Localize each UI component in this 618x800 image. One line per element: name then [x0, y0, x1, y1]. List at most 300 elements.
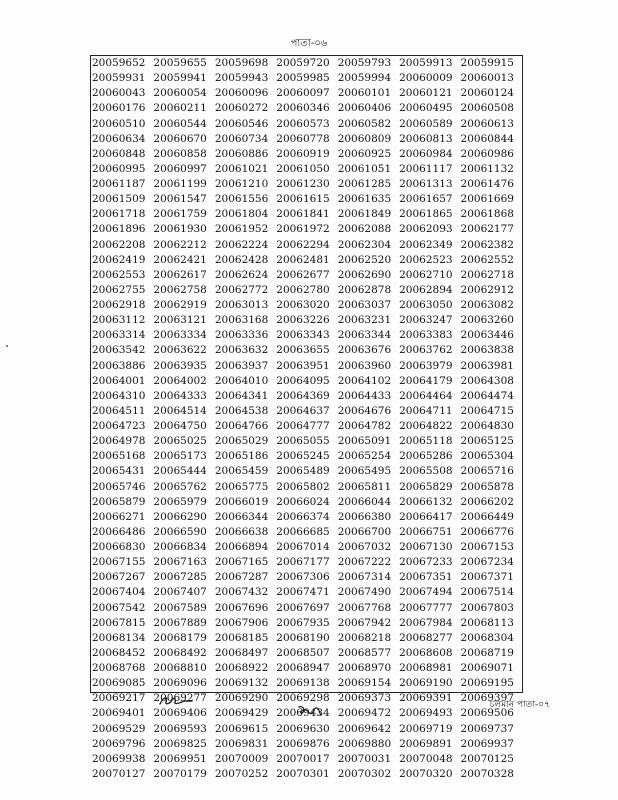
roll-number-cell: 20063838: [460, 344, 514, 357]
roll-number-cell: 20060886: [214, 147, 269, 160]
roll-number-cell: 20065029: [214, 435, 269, 448]
roll-number-cell: 20060013: [460, 72, 514, 85]
roll-number-cell: 20061841: [276, 208, 330, 221]
roll-number-cell: 20060813: [399, 132, 453, 145]
roll-number-cell: 20069132: [214, 677, 269, 690]
roll-number-cell: 20063121: [153, 314, 207, 327]
roll-number-cell: 20065775: [214, 480, 269, 493]
roll-number-cell: 20062918: [92, 299, 146, 311]
roll-number-cell: 20064010: [214, 374, 269, 387]
roll-number-cell: 20061635: [337, 193, 392, 206]
roll-number-cell: 20067815: [92, 616, 146, 629]
roll-number-cell: 20062919: [153, 299, 207, 311]
roll-number-cell: 20064002: [153, 374, 207, 387]
roll-number-cell: 20067130: [399, 541, 453, 553]
roll-number-cell: 20066417: [399, 510, 453, 523]
roll-number-cell: 20068810: [153, 662, 207, 674]
table-row: [91, 192, 522, 207]
roll-number-cell: 20060121: [399, 87, 453, 100]
roll-number-cell: 20063979: [399, 359, 453, 372]
roll-number-cell: 20060613: [460, 117, 514, 130]
roll-number-cell: 20065245: [276, 450, 330, 463]
roll-number-cell: 20061509: [92, 193, 146, 206]
roll-number-cell: 20066590: [153, 525, 207, 538]
roll-number-cell: 20067314: [337, 571, 392, 584]
roll-number-cell: 20069506: [460, 707, 514, 720]
roll-number-cell: 20060573: [276, 117, 330, 130]
roll-number-cell: 20063020: [276, 299, 330, 311]
roll-number-cell: 20070301: [276, 767, 330, 780]
roll-number-cell: 20066700: [337, 525, 392, 538]
roll-number-cell: 20064433: [337, 389, 392, 402]
roll-number-cell: 20066830: [92, 541, 146, 553]
table-row: [91, 313, 522, 328]
roll-number-cell: 20067514: [460, 586, 514, 599]
roll-number-cell: 20063334: [153, 329, 207, 342]
roll-number-cell: 20062177: [460, 223, 514, 236]
table-row: [91, 238, 522, 253]
roll-number-cell: 20066834: [153, 541, 207, 553]
roll-number-cell: 20060997: [153, 162, 207, 175]
roll-number-cell: 20070017: [276, 752, 330, 765]
roll-number-cell: 20059985: [276, 72, 330, 85]
roll-number-cell: 20069277: [153, 692, 207, 705]
roll-number-cell: 20061972: [276, 223, 330, 236]
roll-number-cell: 20064310: [92, 389, 146, 402]
roll-number-cell: 20064179: [399, 374, 453, 387]
roll-number-cell: 20065186: [214, 450, 269, 463]
roll-number-cell: 20062780: [276, 283, 330, 296]
signature-mark: [158, 692, 194, 708]
roll-number-cell: 20065091: [337, 435, 392, 448]
roll-number-cell: 20061896: [92, 223, 146, 236]
table-row: [91, 737, 522, 752]
roll-number-cell: 20061187: [92, 178, 146, 190]
roll-number-cell: 20067696: [214, 601, 269, 614]
roll-number-cell: 20067234: [460, 556, 514, 569]
roll-number-cell: 20065508: [399, 465, 453, 478]
roll-number-cell: 20067935: [276, 616, 330, 629]
roll-number-cell: 20063013: [214, 299, 269, 311]
roll-number-cell: 20064514: [153, 404, 207, 417]
roll-number-cell: 20060546: [214, 117, 269, 130]
roll-number-cell: 20068218: [337, 631, 392, 644]
roll-number-cell: 20067165: [214, 556, 269, 569]
roll-number-cell: 20066374: [276, 510, 330, 523]
roll-number-cell: 20067407: [153, 586, 207, 599]
roll-number-cell: 20067906: [214, 616, 269, 629]
roll-number-cell: 20065444: [153, 465, 207, 478]
roll-number-cell: 20064474: [460, 389, 514, 402]
table-row: [91, 646, 522, 661]
roll-number-cell: 20060406: [337, 102, 392, 115]
roll-number-cell: 20059994: [337, 72, 392, 85]
roll-number-cell: 20068492: [153, 646, 207, 659]
roll-number-cell: 20063247: [399, 314, 453, 327]
roll-number-cell: 20069937: [460, 737, 514, 750]
roll-number-cell: 20066024: [276, 495, 330, 508]
roll-number-cell: 20067163: [153, 556, 207, 569]
roll-number-cell: 20063655: [276, 344, 330, 357]
roll-number-cell: 20063037: [337, 299, 392, 311]
roll-number-cell: 20065802: [276, 480, 330, 493]
roll-number-cell: 20065495: [337, 465, 392, 478]
roll-number-cell: 20068719: [460, 646, 514, 659]
table-row: [91, 631, 522, 646]
roll-number-cell: 20062224: [214, 238, 269, 251]
roll-number-cell: 20064538: [214, 404, 269, 417]
roll-number-cell: 20061556: [214, 193, 269, 206]
roll-number-cell: 20067542: [92, 601, 146, 614]
roll-number-cell: 20068185: [214, 631, 269, 644]
roll-number-cell: 20070179: [153, 767, 207, 780]
roll-number-cell: 20062894: [399, 283, 453, 296]
roll-number-cell: 20067306: [276, 571, 330, 584]
roll-number-cell: 20063112: [92, 314, 146, 327]
roll-number-cell: 20062677: [276, 268, 330, 281]
roll-number-cell: 20069615: [214, 722, 269, 735]
roll-number-cell: 20064766: [214, 420, 269, 432]
roll-number-cell: 20062523: [399, 253, 453, 266]
roll-number-cell: 20067942: [337, 616, 392, 629]
roll-number-cell: 20069397: [460, 692, 514, 705]
roll-number-cell: 20069298: [276, 692, 330, 705]
table-row: [91, 207, 522, 222]
roll-number-cell: 20065716: [460, 465, 514, 478]
roll-number-cell: 20060858: [153, 147, 207, 160]
continued-next-page-note: চলমান পাতা-০৭: [489, 700, 550, 710]
table-row: [91, 177, 522, 192]
roll-number-cell: 20059720: [276, 57, 330, 69]
roll-number-cell: 20061547: [153, 193, 207, 206]
roll-number-cell: 20059915: [460, 57, 514, 69]
roll-number-cell: 20060734: [214, 132, 269, 145]
roll-number-cell: 20060634: [92, 132, 146, 145]
roll-number-cell: 20064978: [92, 435, 146, 448]
roll-number-cell: 20068134: [92, 631, 146, 644]
roll-number-cell: 20069195: [460, 677, 514, 690]
roll-number-cell: 20063632: [214, 344, 269, 357]
roll-number-cell: 20070320: [399, 767, 453, 780]
roll-number-cell: 20065879: [92, 495, 146, 508]
roll-number-cell: 20063231: [337, 314, 392, 327]
roll-number-cell: 20061952: [214, 223, 269, 236]
roll-number-cell: 20069876: [276, 737, 330, 750]
roll-number-cell: 20063937: [214, 359, 269, 372]
roll-number-cell: 20068608: [399, 646, 453, 659]
table-row: [91, 101, 522, 116]
roll-number-cell: 20069831: [214, 737, 269, 750]
roll-number-cell: 20060495: [399, 102, 453, 115]
roll-number-cell: 20063336: [214, 329, 269, 342]
roll-number-cell: 20068190: [276, 631, 330, 644]
roll-number-cell: 20069429: [214, 707, 269, 720]
table-row: [91, 359, 522, 374]
roll-number-cell: 20060510: [92, 117, 146, 130]
roll-number-cell: 20067490: [337, 586, 392, 599]
roll-number-cell: 20062710: [399, 268, 453, 281]
roll-number-cell: 20062878: [337, 283, 392, 296]
roll-number-cell: 20063343: [276, 329, 330, 342]
roll-number-cell: 20065878: [460, 480, 514, 493]
roll-number-cell: 20062520: [337, 253, 392, 266]
table-row: [91, 722, 522, 737]
roll-number-cell: 20060848: [92, 147, 146, 160]
roll-number-cell: 20069401: [92, 707, 146, 720]
roll-number-cell: 20059913: [399, 57, 453, 69]
roll-number-cell: 20069391: [399, 692, 453, 705]
roll-number-cell: 20064676: [337, 404, 392, 417]
roll-number-cell: 20065168: [92, 450, 146, 463]
roll-number-cell: 20069190: [399, 677, 453, 690]
roll-number-cell: 20068304: [460, 631, 514, 644]
roll-number-cell: 20062718: [460, 268, 514, 281]
roll-number-cell: 20066290: [153, 510, 207, 523]
roll-number-cell: 20066344: [214, 510, 269, 523]
roll-number-cell: 20069290: [214, 692, 269, 705]
roll-number-cell: 20061313: [399, 178, 453, 190]
roll-number-cell: 20069642: [337, 722, 392, 735]
table-row: [91, 283, 522, 298]
table-row: [91, 767, 522, 782]
roll-number-cell: 20064308: [460, 374, 514, 387]
roll-number-cell: 20067014: [276, 541, 330, 553]
roll-number-cell: 20067589: [153, 601, 207, 614]
table-row: [91, 71, 522, 86]
roll-number-cell: 20067287: [214, 571, 269, 584]
roll-number-cell: 20070125: [460, 752, 514, 765]
roll-number-cell: 20065979: [153, 495, 207, 508]
roll-number-cell: 20063383: [399, 329, 453, 342]
roll-number-cell: 20067267: [92, 571, 146, 584]
roll-number-cell: 20066044: [337, 495, 392, 508]
table-row: [91, 253, 522, 268]
roll-number-cell: 20069217: [92, 692, 146, 705]
roll-number-cell: 20060346: [276, 102, 330, 115]
roll-number-cell: 20067984: [399, 616, 453, 629]
roll-number-cell: 20063676: [337, 344, 392, 357]
roll-number-cell: 20066019: [214, 495, 269, 508]
table-row: [91, 555, 522, 570]
roll-number-cell: 20065746: [92, 480, 146, 493]
roll-number-cell: 20061050: [276, 162, 330, 175]
roll-number-cell: 20062208: [92, 238, 146, 251]
roll-number-cell: 20060778: [276, 132, 330, 145]
roll-number-cell: 20063542: [92, 344, 146, 357]
roll-number-cell: 20069096: [153, 677, 207, 690]
roll-number-cell: 20067768: [337, 601, 392, 614]
roll-number-cell: 20060582: [337, 117, 392, 130]
roll-number-cell: 20069529: [92, 722, 146, 735]
roll-number-cell: 20063050: [399, 299, 453, 311]
roll-number-cell: 20068452: [92, 646, 146, 659]
roll-number-cell: 20062624: [214, 268, 269, 281]
table-row: [91, 434, 522, 449]
roll-number-cell: 20061132: [460, 162, 514, 175]
roll-number-cell: 20059652: [92, 57, 146, 69]
roll-number-cell: 20064333: [153, 389, 207, 402]
roll-number-cell: 20065459: [214, 465, 269, 478]
roll-number-cell: 20066132: [399, 495, 453, 508]
roll-number-cell: 20066271: [92, 510, 146, 523]
roll-number-cell: 20063935: [153, 359, 207, 372]
roll-number-cell: 20067153: [460, 541, 514, 553]
roll-number-cell: 20064830: [460, 420, 514, 432]
roll-number-cell: 20065431: [92, 465, 146, 478]
table-row: [91, 117, 522, 132]
table-row: [91, 56, 522, 71]
page-number-header: পাতা-০৬: [290, 38, 328, 49]
table-row: [91, 601, 522, 616]
roll-number-cell: 20064341: [214, 389, 269, 402]
roll-number-cell: 20069138: [276, 677, 330, 690]
roll-number-cell: 20060176: [92, 102, 146, 115]
roll-number-cell: 20065304: [460, 450, 514, 463]
table-row: [91, 343, 522, 358]
roll-number-cell: 20063446: [460, 329, 514, 342]
roll-number-cell: 20068981: [399, 662, 453, 674]
roll-number-cell: 20063762: [399, 344, 453, 357]
roll-number-cell: 20064715: [460, 404, 514, 417]
roll-number-cell: 20069373: [337, 692, 392, 705]
roll-number-cell: 20067471: [276, 586, 330, 599]
roll-number-cell: 20060589: [399, 117, 453, 130]
roll-number-cell: 20060124: [460, 87, 514, 100]
table-row: [91, 222, 522, 237]
roll-number-cell: 20069880: [337, 737, 392, 750]
table-row: [91, 752, 522, 767]
roll-number-cell: 20069593: [153, 722, 207, 735]
table-row: [91, 132, 522, 147]
roll-number-cell: 20060925: [337, 147, 392, 160]
roll-number-cell: 20059793: [337, 57, 392, 69]
roll-number-cell: 20063168: [214, 314, 269, 327]
roll-number-cell: 20065125: [460, 435, 514, 448]
roll-number-cell: 20060995: [92, 162, 146, 175]
roll-number-cell: 20061868: [460, 208, 514, 221]
roll-number-cell: 20060054: [153, 87, 207, 100]
roll-number-cell: 20066202: [460, 495, 514, 508]
roll-number-cell: 20063886: [92, 359, 146, 372]
roll-number-cell: 20059655: [153, 57, 207, 69]
roll-number-cell: 20070009: [214, 752, 269, 765]
table-row: [91, 570, 522, 585]
roll-number-cell: 20069891: [399, 737, 453, 750]
roll-number-cell: 20061051: [337, 162, 392, 175]
roll-number-cell: 20068577: [337, 646, 392, 659]
roll-number-cell: 20070031: [337, 752, 392, 765]
roll-number-cell: 20069406: [153, 707, 207, 720]
roll-number-cell: 20069951: [153, 752, 207, 765]
roll-number-cell: 20062912: [460, 283, 514, 296]
table-row: [91, 419, 522, 434]
roll-number-cell: 20062481: [276, 253, 330, 266]
roll-number-cell: 20060101: [337, 87, 392, 100]
table-row: [91, 449, 522, 464]
roll-number-cell: 20063622: [153, 344, 207, 357]
scan-speck: [6, 345, 8, 347]
table-row: [91, 540, 522, 555]
roll-number-cell: 20064464: [399, 389, 453, 402]
roll-number-cell: 20062382: [460, 238, 514, 251]
roll-number-cell: 20062617: [153, 268, 207, 281]
roll-number-cell: 20059943: [214, 72, 269, 85]
roll-number-cell: 20063260: [460, 314, 514, 327]
roll-number-cell: 20068947: [276, 662, 330, 674]
roll-number-cell: 20065762: [153, 480, 207, 493]
roll-number-cell: 20062758: [153, 283, 207, 296]
roll-number-cell: 20069071: [460, 662, 514, 674]
roll-number-cell: 20061718: [92, 208, 146, 221]
roll-number-cell: 20062349: [399, 238, 453, 251]
roll-number-cell: 20062690: [337, 268, 392, 281]
roll-number-cell: 20067222: [337, 556, 392, 569]
roll-number-cell: 20064777: [276, 420, 330, 432]
roll-number-cell: 20064723: [92, 420, 146, 432]
roll-number-cell: 20060211: [153, 102, 207, 115]
roll-number-cell: 20064102: [337, 374, 392, 387]
roll-number-cell: 20067233: [399, 556, 453, 569]
roll-number-cell: 20067351: [399, 571, 453, 584]
roll-number-cell: 20067432: [214, 586, 269, 599]
roll-number-cell: 20065254: [337, 450, 392, 463]
roll-number-cell: 20060984: [399, 147, 453, 160]
roll-number-cell: 20064822: [399, 420, 453, 432]
roll-number-cell: 20062419: [92, 253, 146, 266]
initials-mark: [297, 703, 323, 717]
roll-number-cell: 20070302: [337, 767, 392, 780]
roll-number-cell: 20063082: [460, 299, 514, 311]
roll-number-cell: 20068768: [92, 662, 146, 674]
roll-number-cell: 20062428: [214, 253, 269, 266]
roll-number-cell: 20068179: [153, 631, 207, 644]
roll-number-cell: 20061021: [214, 162, 269, 175]
roll-number-cell: 20070048: [399, 752, 453, 765]
roll-number-cell: 20061117: [399, 162, 453, 175]
roll-number-cell: 20060809: [337, 132, 392, 145]
roll-number-cell: 20069434: [276, 707, 330, 720]
roll-number-cell: 20068113: [460, 616, 514, 629]
roll-number-cell: 20069493: [399, 707, 453, 720]
roll-number-cell: 20062088: [337, 223, 392, 236]
roll-number-cell: 20062553: [92, 268, 146, 281]
roll-number-cell: 20064750: [153, 420, 207, 432]
roll-number-cell: 20061210: [214, 178, 269, 190]
table-row: [91, 268, 522, 283]
roll-number-cell: 20062772: [214, 283, 269, 296]
roll-number-cell: 20068277: [399, 631, 453, 644]
roll-number-cell: 20063960: [337, 359, 392, 372]
roll-number-cell: 20062421: [153, 253, 207, 266]
roll-number-cell: 20064369: [276, 389, 330, 402]
roll-number-cell: 20065811: [337, 480, 392, 493]
roll-number-cell: 20061930: [153, 223, 207, 236]
roll-number-cell: 20061865: [399, 208, 453, 221]
table-row: [91, 162, 522, 177]
roll-number-cell: 20069719: [399, 722, 453, 735]
roll-number-cell: 20068922: [214, 662, 269, 674]
roll-number-cell: 20061759: [153, 208, 207, 221]
roll-number-cell: 20063951: [276, 359, 330, 372]
roll-number-cell: 20067803: [460, 601, 514, 614]
roll-number-cell: 20060544: [153, 117, 207, 130]
table-row: [91, 525, 522, 540]
roll-number-cell: 20061657: [399, 193, 453, 206]
roll-number-cell: 20062552: [460, 253, 514, 266]
roll-number-cell: 20063344: [337, 329, 392, 342]
roll-number-cell: 20060096: [214, 87, 269, 100]
table-row: [91, 480, 522, 495]
